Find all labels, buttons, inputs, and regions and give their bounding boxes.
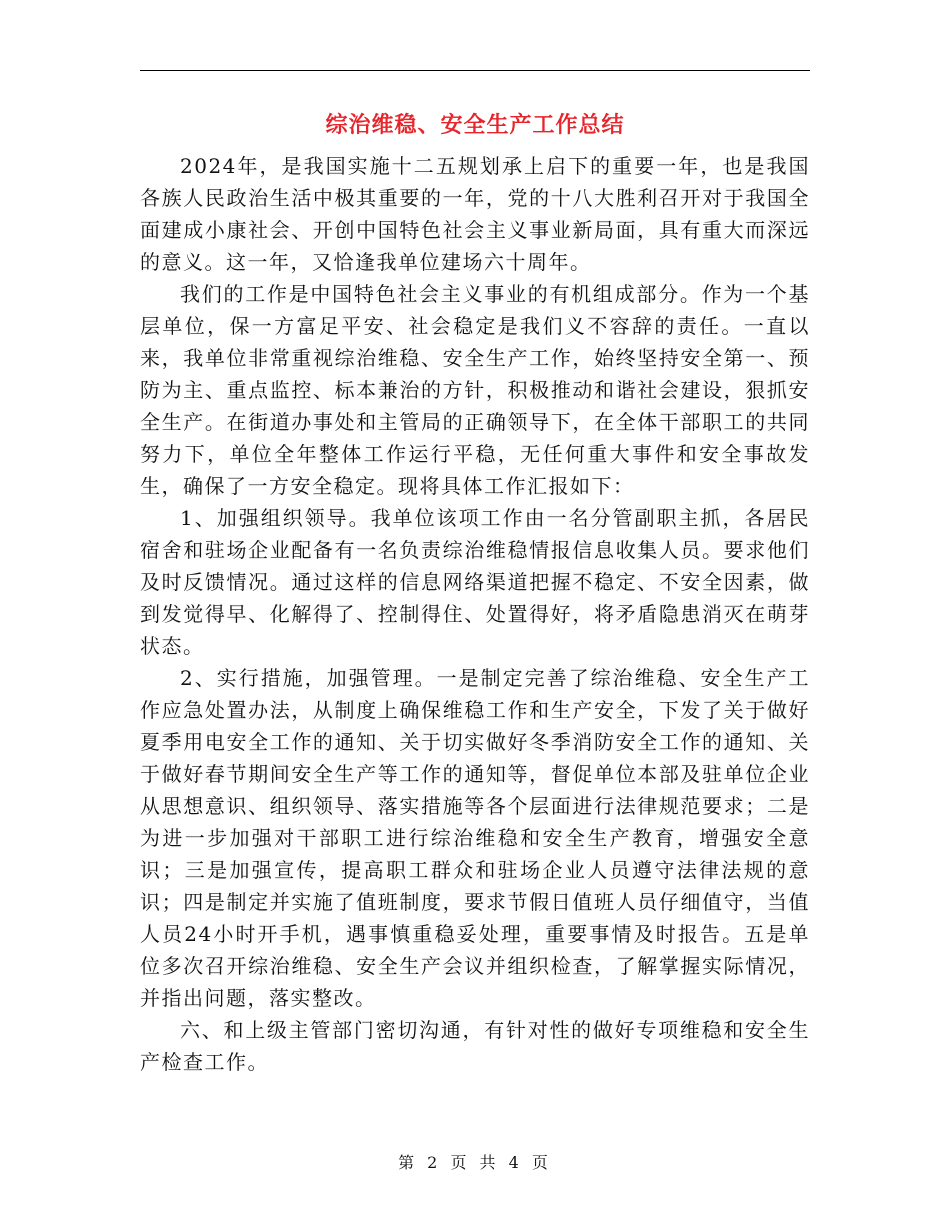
paragraph-item-6: 六、和上级主管部门密切沟通，有针对性的做好专项维稳和安全生产检查工作。 — [140, 1018, 810, 1074]
paragraph-intro: 2024年，是我国实施十二五规划承上启下的重要一年，也是我国各族人民政治生活中极其重要的一年，党的十八大胜利召开对于我国全面建成小康社会、开创中国特色社会主义事业新局面，具有重大而深远的意义。这一年，又恰逢我单位建场六十周年。 — [140, 154, 810, 274]
header-rule — [140, 70, 810, 71]
document-body — [140, 150, 810, 1078]
document-title: 综治维稳、安全生产工作总结 — [325, 113, 625, 138]
paragraph-overview: 我们的工作是中国特色社会主义事业的有机组成部分。作为一个基层单位，保一方富足平安、社会稳定是我们义不容辞的责任。一直以来，我单位非常重视综治维稳、安全生产工作，始终坚持安全第一、预防为主、重点监控、标本兼治的方针，积极推动和谐社会建设，狠抓安全生产。在街道办事处和主管局的正确领导下，在全体干部职工的共同努力下，单位全年整体工作运行平稳，无任何重大事件和安全事故发生，确保了一方安全稳定。现将具体工作汇报如下： — [140, 282, 810, 498]
paragraph-item-2: 2、实行措施，加强管理。一是制定完善了综治维稳、安全生产工作应急处置办法，从制度上确保维稳工作和生产安全，下发了关于做好夏季用电安全工作的通知、关于切实做好冬季消防安全工作的通知、关于做好春节期间安全生产等工作的通知等，督促单位本部及驻单位企业从思想意识、组织领导、落实措施等各个层面进行法律规范要求；二是为进一步加强对干部职工进行综治维稳和安全生产教育，增强安全意识；三是加强宣传，提高职工群众和驻场企业人员遵守法律法规的意识；四是制定并实施了值班制度，要求节假日值班人员仔细值守，当值人员24小时开手机，遇事慎重稳妥处理，重要事情及时报告。五是单位多次召开综治维稳、安全生产会议并组织检查，了解掌握实际情况，并指出问题，落实整改。 — [140, 666, 810, 1010]
paragraph-item-1: 1、加强组织领导。我单位该项工作由一名分管副职主抓，各居民宿舍和驻场企业配备有一名负责综治维稳情报信息收集人员。要求他们及时反馈情况。通过这样的信息网络渠道把握不稳定、不安全因素，做到发觉得早、化解得了、控制得住、处置得好，将矛盾隐患消灭在萌芽状态。 — [140, 506, 810, 658]
page-number: 第 2 页 共 4 页 — [398, 1153, 552, 1172]
